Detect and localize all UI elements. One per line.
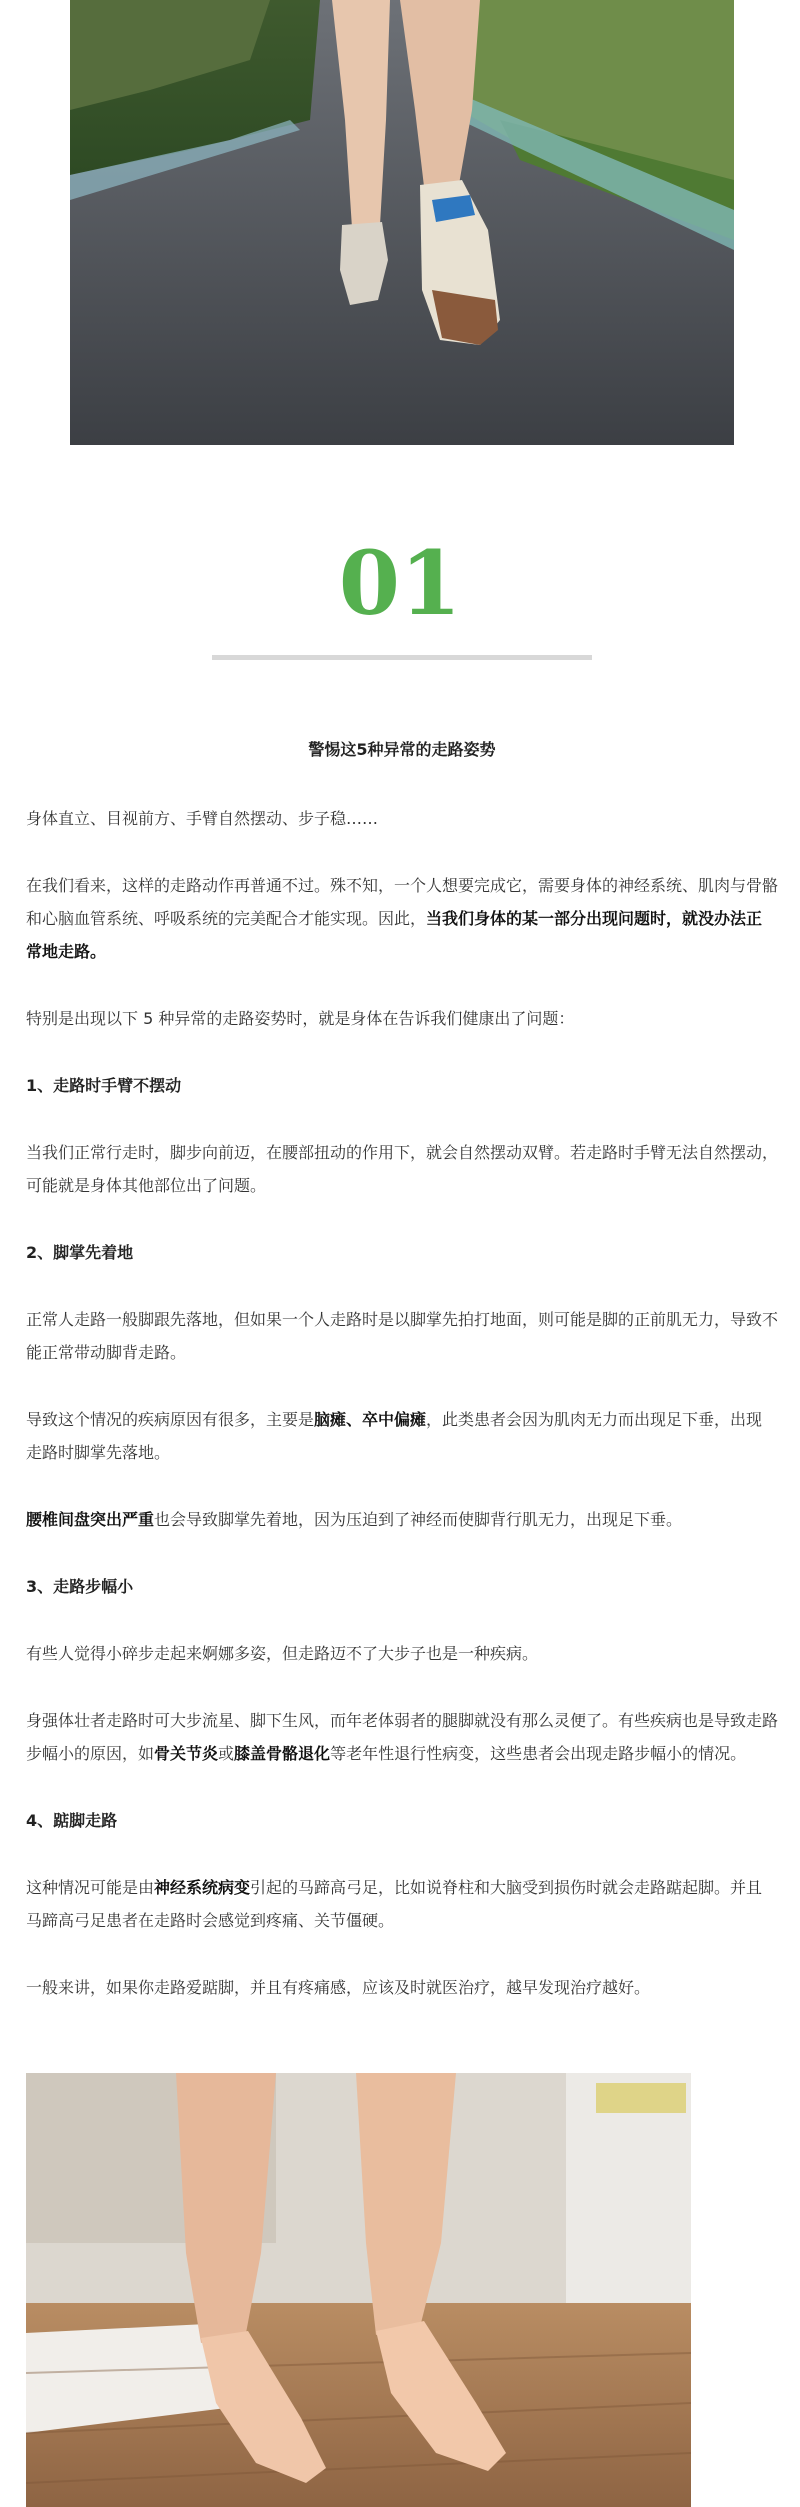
paragraph-7: 有些人觉得小碎步走起来婀娜多姿，但走路迈不了大步子也是一种疾病。	[26, 1644, 539, 1663]
paragraph-9: 这种情况可能是由神经系统病变引起的马蹄高弓足，比如说脊柱和大脑受到损伤时就会走路踮起脚。并且马蹄高弓足患者在走路时会感觉到疼痛、关节僵硬。	[26, 1878, 763, 1930]
paragraph-1: 在我们看来，这样的走路动作再普通不过。殊不知，一个人想要完成它，需要身体的神经系统、肌肉与骨骼和心脑血管系统、呼吸系统的完美配合才能实现。因此，当我们身体的某一部分出现问题时，就没办法正常地走路。	[26, 876, 779, 961]
paragraph-2: 特别是出现以下 5 种异常的走路姿势时，就是身体在告诉我们健康出了问题：	[26, 1009, 575, 1028]
paragraph-5: 导致这个情况的疾病原因有很多，主要是脑瘫、卒中偏瘫，此类患者会因为肌肉无力而出现足下垂，出现走路时脚掌先落地。	[26, 1410, 763, 1462]
bold-highlight: 脑瘫、卒中偏瘫	[314, 1410, 427, 1429]
tiptoe-feet-illustration	[26, 2073, 691, 2507]
paragraph-6: 腰椎间盘突出严重也会导致脚掌先着地，因为压迫到了神经而使脚背行肌无力，出现足下垂。	[26, 1510, 683, 1529]
paragraph-8: 身强体壮者走路时可大步流星、脚下生风，而年老体弱者的腿脚就没有那么灵便了。有些疾病也是导致走路步幅小的原因，如骨关节炎或膝盖骨骼退化等老年性退行性病变，这些患者会出现走路步幅小的情况。	[26, 1711, 779, 1763]
heading-1: 1、走路时手臂不摆动	[26, 1076, 182, 1095]
bold-highlight: 腰椎间盘突出严重	[26, 1510, 155, 1529]
section-divider	[212, 655, 592, 660]
bold-highlight: 膝盖骨骼退化	[234, 1744, 331, 1763]
article-body	[26, 733, 778, 2038]
heading-2: 2、脚掌先着地	[26, 1243, 134, 1262]
tiptoe-photo	[26, 2073, 691, 2507]
heading-4: 4、踮脚走路	[26, 1811, 118, 1830]
article-title: 警惕这5种异常的走路姿势	[308, 740, 496, 759]
intro-paragraph: 身体直立、目视前方、手臂自然摆动、步子稳……	[26, 809, 379, 828]
bold-highlight: 当我们身体的某一部分出现问题时，就没办法正常地走路。	[26, 909, 763, 961]
paragraph-3: 当我们正常行走时，脚步向前迈，在腰部扭动的作用下，就会自然摆动双臂。若走路时手臂无法自然摆动，可能就是身体其他部位出了问题。	[26, 1143, 779, 1195]
bold-highlight: 神经系统病变	[154, 1878, 251, 1897]
paragraph-10: 一般来讲，如果你走路爱踮脚，并且有疼痛感，应该及时就医治疗，越早发现治疗越好。	[26, 1978, 651, 1997]
walking-feet-illustration	[70, 0, 734, 445]
paragraph-4: 正常人走路一般脚跟先落地，但如果一个人走路时是以脚掌先拍打地面，则可能是脚的正前肌无力，导致不能正常带动脚背走路。	[26, 1310, 779, 1362]
heading-3: 3、走路步幅小	[26, 1577, 134, 1596]
section-number: 01	[338, 531, 462, 635]
bold-highlight: 骨关节炎	[154, 1744, 219, 1763]
hero-photo	[70, 0, 734, 445]
